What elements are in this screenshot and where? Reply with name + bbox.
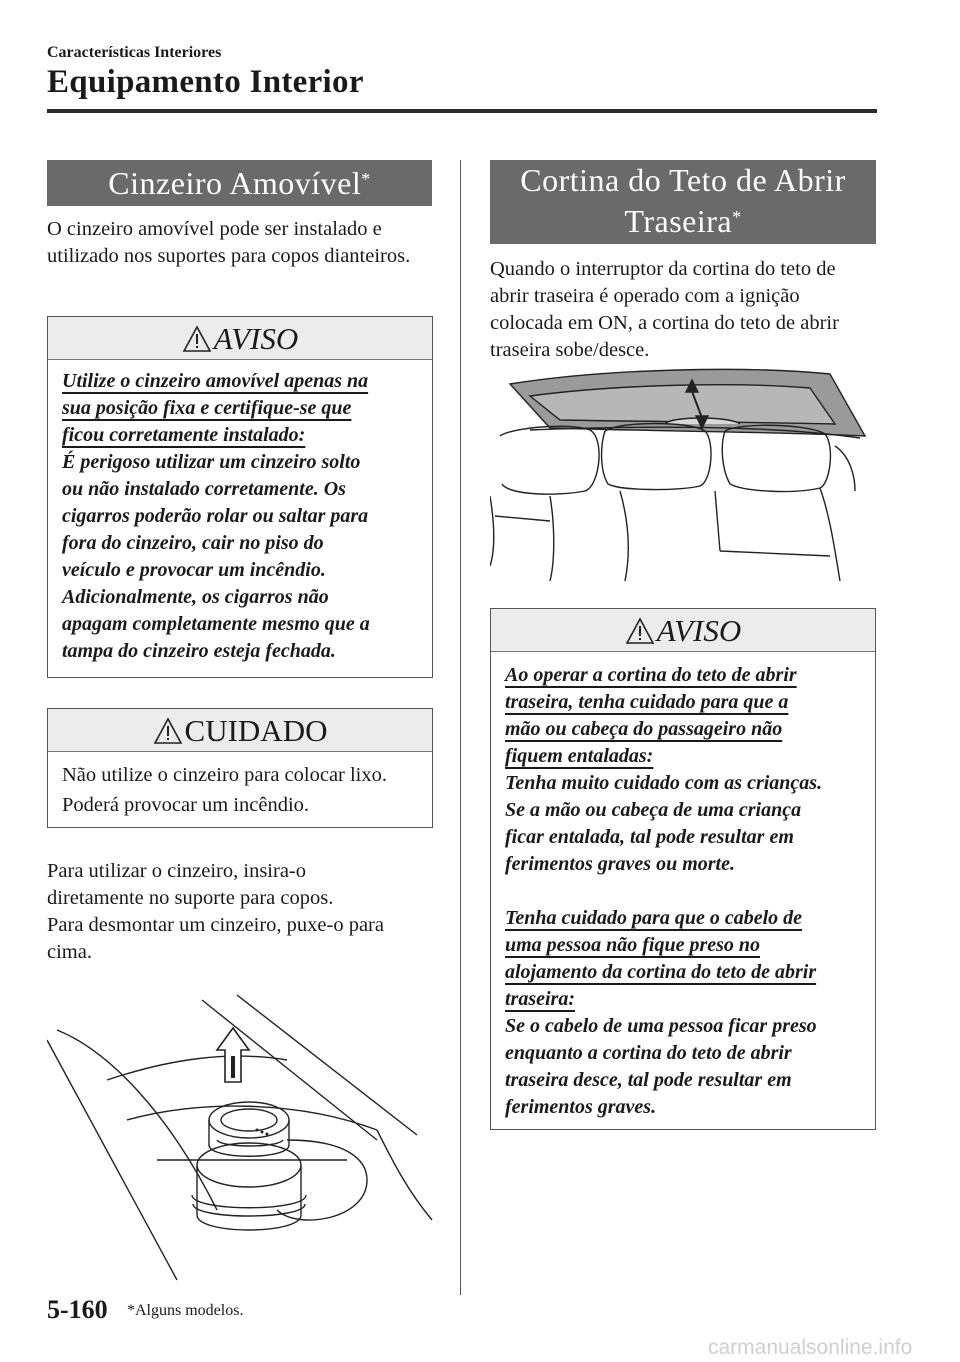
warning-heading: AVISO: [213, 321, 299, 356]
section-label: Características Interiores: [47, 44, 222, 61]
chapter-title: Equipamento Interior: [47, 64, 364, 100]
optional-mark: *: [732, 207, 742, 227]
warning-line: fora do cinzeiro, cair no piso do: [62, 532, 324, 554]
header-rule: [47, 109, 877, 113]
warning-line: cigarros poderão rolar ou saltar para: [62, 505, 369, 527]
warning-line: traseira:: [505, 988, 575, 1010]
warning-line: ficou corretamente instalado:: [62, 424, 306, 446]
usage-line: cima.: [47, 941, 92, 963]
sunshade-title-line2: [490, 201, 876, 242]
warning-line: alojamento da cortina do teto de abrir: [505, 961, 817, 983]
ashtray-usage: [47, 858, 432, 966]
optional-mark: *: [361, 169, 371, 189]
warning-triangle-icon: [182, 325, 212, 353]
warning-triangle-icon: [625, 617, 655, 645]
warning-line: Se o cabelo de uma pessoa ficar preso: [505, 1015, 817, 1037]
footnote: *Alguns modelos.: [127, 1302, 244, 1319]
page-number: 5-160: [47, 1295, 108, 1324]
warning-body: [48, 360, 432, 675]
warning-line: traseira, tenha cuidado para que a: [505, 691, 789, 713]
sunshade-intro: [490, 256, 876, 364]
intro-line: traseira sobe/desce.: [490, 339, 650, 361]
warning-line: sua posição fixa e certifique-se que: [62, 397, 352, 419]
usage-line: Para utilizar o cinzeiro, insira-o: [47, 860, 306, 882]
usage-line: diretamente no suporte para copos.: [47, 887, 334, 909]
spacer: [505, 878, 861, 905]
warning-body: [491, 652, 875, 1131]
warning-line: ferimentos graves ou morte.: [505, 853, 735, 875]
warning-line: Se a mão ou cabeça de uma criança: [505, 799, 802, 821]
warning-line: Ao operar a cortina do teto de abrir: [505, 664, 797, 686]
warning-line: tampa do cinzeiro esteja fechada.: [62, 640, 336, 662]
warning-line: É perigoso utilizar um cinzeiro solto: [62, 451, 361, 473]
intro-line: abrir traseira é operado com a ignição: [490, 285, 800, 307]
ashtray-intro: O cinzeiro amovível pode ser instalado e utilizado nos suportes para copos dianteiros.: [47, 218, 411, 267]
ashtray-title-text: Cinzeiro Amovível: [108, 165, 362, 201]
warning-header: [491, 609, 875, 652]
warning-line: mão ou cabeça do passageiro não: [505, 718, 783, 740]
usage-line: Para desmontar um cinzeiro, puxe-o para: [47, 914, 384, 936]
warning-line: ferimentos graves.: [505, 1096, 657, 1118]
ashtray-section-title: [47, 160, 432, 206]
warning-line: ou não instalado corretamente. Os: [62, 478, 346, 500]
intro-line: Quando o interruptor da cortina do teto de: [490, 258, 836, 280]
warning-line: fiquem entaladas:: [505, 745, 654, 767]
column-divider: [460, 160, 461, 1295]
caution-body: [48, 752, 432, 830]
warning-line: Tenha cuidado para que o cabelo de: [505, 907, 803, 929]
warning-line: ficar entalada, tal pode resultar em: [505, 826, 794, 848]
caution-line: Poderá provocar um incêndio.: [62, 794, 310, 816]
warning-line: Utilize o cinzeiro amovível apenas na: [62, 370, 369, 392]
caution-line: Não utilize o cinzeiro para colocar lixo.: [62, 764, 388, 786]
warning-line: uma pessoa não fique preso no: [505, 934, 761, 956]
warning-line: veículo e provocar um incêndio.: [62, 559, 326, 581]
ashtray-warning-box: [47, 316, 433, 678]
warning-line: apagam completamente mesmo que a: [62, 613, 370, 635]
sunshade-section-title: [490, 160, 876, 244]
warning-triangle-icon: [153, 717, 183, 745]
warning-line: enquanto a cortina do teto de abrir: [505, 1042, 792, 1064]
sunshade-title-line: Cortina do Teto de Abrir: [520, 162, 846, 198]
warning-line: Adicionalmente, os cigarros não: [62, 586, 329, 608]
ashtray-caution-box: [47, 708, 433, 828]
warning-heading: AVISO: [656, 613, 742, 648]
sunshade-warning-box: [490, 608, 876, 1130]
intro-line: colocada em ON, a cortina do teto de abrir: [490, 312, 839, 334]
warning-line: Tenha muito cuidado com as crianças.: [505, 772, 823, 794]
caution-header: [48, 709, 432, 752]
sunshade-illustration: [490, 366, 870, 586]
ashtray-illustration: [47, 990, 437, 1285]
caution-heading: CUIDADO: [184, 713, 328, 748]
sunshade-title-text: Traseira: [624, 203, 733, 239]
warning-header: [48, 317, 432, 360]
warning-line: traseira desce, tal pode resultar em: [505, 1069, 792, 1091]
watermark: carmanualsonline.info: [708, 1336, 913, 1359]
